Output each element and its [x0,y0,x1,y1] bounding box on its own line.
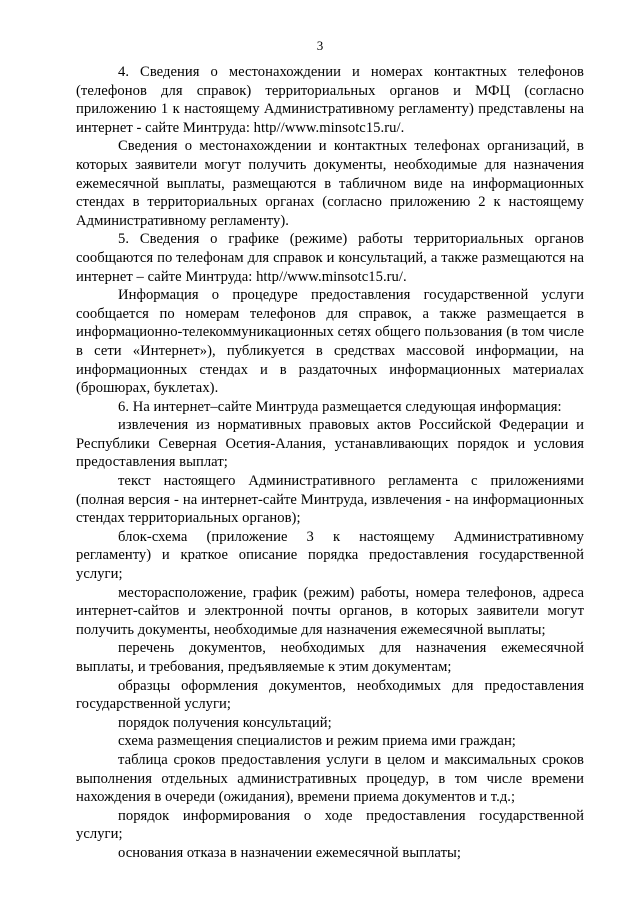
list-item-specialists-scheme: схема размещения специалистов и режим приема ими граждан; [118,733,516,750]
paragraph-6-website-info: 6. На интернет–сайте Минтруда размещается следующая информация: [118,398,562,415]
list-item-consultation-order: порядок получения консультаций; [118,714,332,731]
document-body [76,63,584,863]
list-item-deadlines-table: таблица сроков предоставления услуги в целом и максимальных сроков выполнения отдельных административных процедур, в том числе времени нахождения в очереди (ожидания), времени приема документов и т.д.; [76,751,584,806]
list-item-location-schedule: месторасположение, график (режим) работы, номера телефонов, адреса интернет-сайтов и электронной почты органов, в которых заявители могут получить документы, необходимые для назначения ежемесячной выплаты; [76,584,584,638]
list-item-flowchart: блок-схема (приложение 3 к настоящему Административному регламенту) и краткое описание порядка предоставления государственной услуги; [76,528,584,583]
list-item-regulation-text: текст настоящего Административного регламента с приложениями (полная версия - на интернет-сайте Минтруда, извлечения - на информационных стендах территориальных органов); [76,473,584,527]
list-item-document-list: перечень документов, необходимых для назначения ежемесячной выплаты, и требования, предъявляемые к этим документам; [76,640,584,675]
paragraph-4-contacts: 4. Сведения о местонахождении и номерах контактных телефонов (телефонов для справок) территориальных органов и МФЦ (согласно приложению 1 к настоящему Административному регламенту) представлены на интернет - сайте Минтруда: http//www.minsotc15.ru/. [76,64,584,136]
paragraph-5-schedule: 5. Сведения о графике (режиме) работы территориальных органов сообщаются по телефонам для справок и консультаций, а также размещаются на интернет – сайте Минтруда: http//www.minsotc15.ru/. [76,231,584,285]
list-item-document-samples: образцы оформления документов, необходимых для предоставления государственной услуги; [76,677,584,713]
list-item-progress-informing: порядок информирования о ходе предоставления государственной услуги; [76,807,584,843]
paragraph-organizations-contacts: Сведения о местонахождении и контактных телефонах организаций, в которых заявители могут получить документы, необходимые для назначения ежемесячной выплаты, размещаются в табличном виде на информационных стендах в территориальных органах (согласно приложению 2 к настоящему Административному регламенту). [76,138,584,229]
paragraph-procedure-info: Информация о процедуре предоставления государственной услуги сообщается по номерам телефонов для справок, а также размещается в информационно-телекоммуникационных сетях общего пользования (в том числе в сети «Интернет»), публикуется в средствах массовой информации, на информационных стендах и в раздаточных информационных материалах (брошюрах, буклетах). [76,287,584,397]
list-item-legal-extracts: извлечения из нормативных правовых актов Российской Федерации и Республики Северная Осетия-Алания, устанавливающих порядок и условия предоставления выплат; [76,417,584,471]
page-number: 3 [316,38,324,53]
list-item-refusal-grounds: основания отказа в назначении ежемесячной выплаты; [118,844,461,861]
